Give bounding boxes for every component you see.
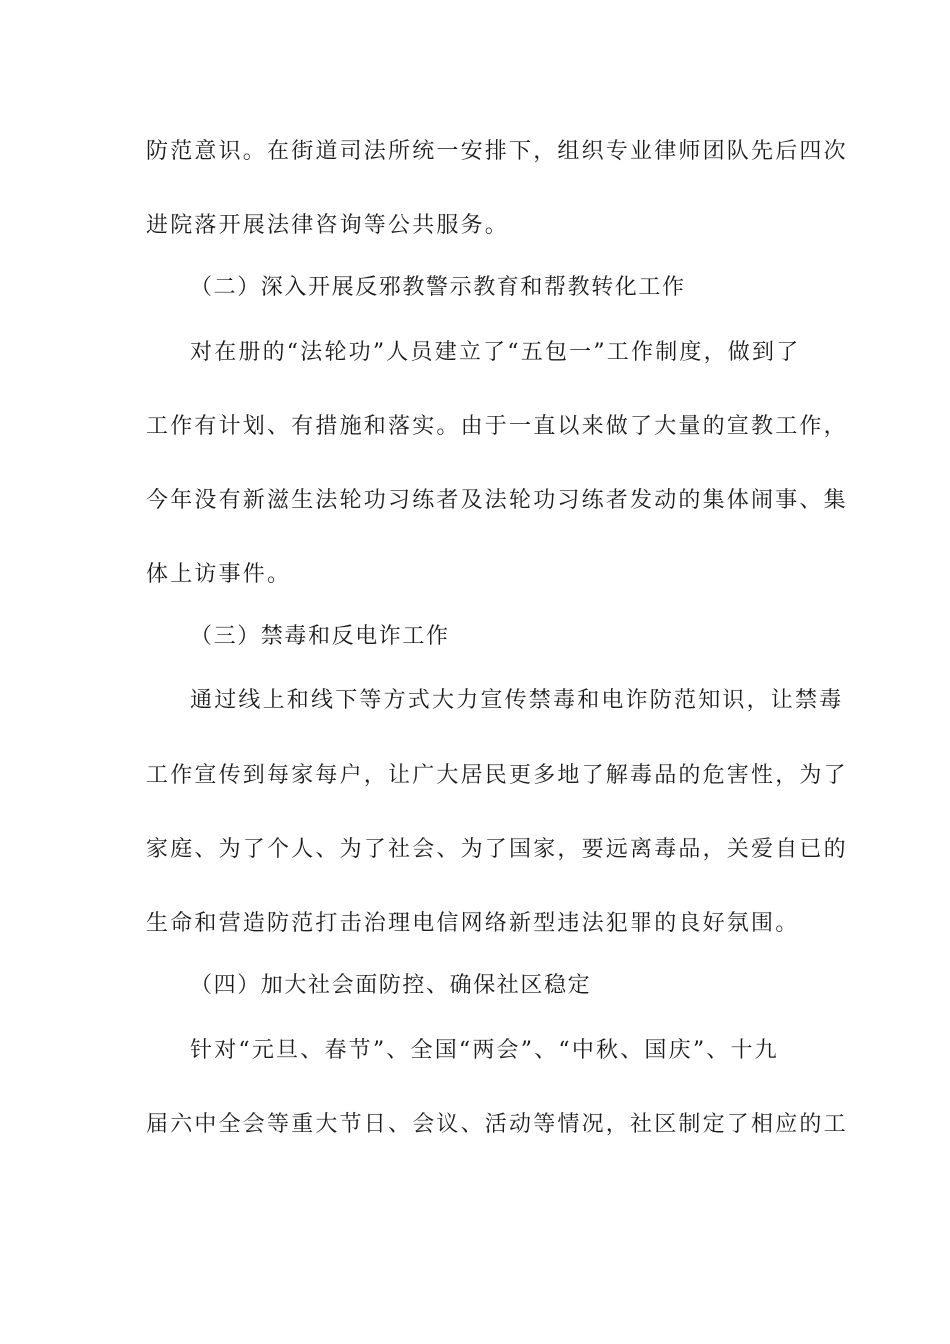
body-text-line: 工作宣传到每家每户，让广大居民更多地了解毒品的危害性，为了: [146, 763, 848, 788]
body-text-line: 家庭、为了个人、为了社会、为了国家，要远离毒品，关爱自已的: [146, 837, 848, 862]
body-text-line: 防范意识。在街道司法所统一安排下，组织专业律师团队先后四次: [146, 139, 848, 164]
body-text-line: 届六中全会等重大节日、会议、活动等情况，社区制定了相应的工: [146, 1112, 848, 1137]
section-heading-2: （二）深入开展反邪教警示教育和帮教转化工作: [190, 275, 686, 300]
body-text-line: 生命和营造防范打击治理电信网络新型违法犯罪的良好氛围。: [146, 911, 800, 936]
paragraph-first-line: 针对“元旦、春节”、全国“两会”、“中秋、国庆”、十九: [190, 1038, 779, 1063]
paragraph-first-line: 对在册的“法轮功”人员建立了“五包一”工作制度，做到了: [190, 340, 801, 365]
body-text-line: 工作有计划、有措施和落实。由于一直以来做了大量的宣教工作，: [146, 414, 848, 439]
body-text-line: 体上访事件。: [146, 562, 292, 587]
body-text-line: 今年没有新滋生法轮功习练者及法轮功习练者发动的集体闹事、集: [146, 488, 848, 513]
section-heading-3: （三）禁毒和反电诈工作: [190, 624, 450, 649]
body-text-line: 进院落开展法律咨询等公共服务。: [146, 213, 510, 238]
section-heading-4: （四）加大社会面防控、确保社区稳定: [190, 973, 592, 998]
paragraph-first-line: 通过线上和线下等方式大力宣传禁毒和电诈防范知识，让禁毒: [190, 688, 844, 713]
